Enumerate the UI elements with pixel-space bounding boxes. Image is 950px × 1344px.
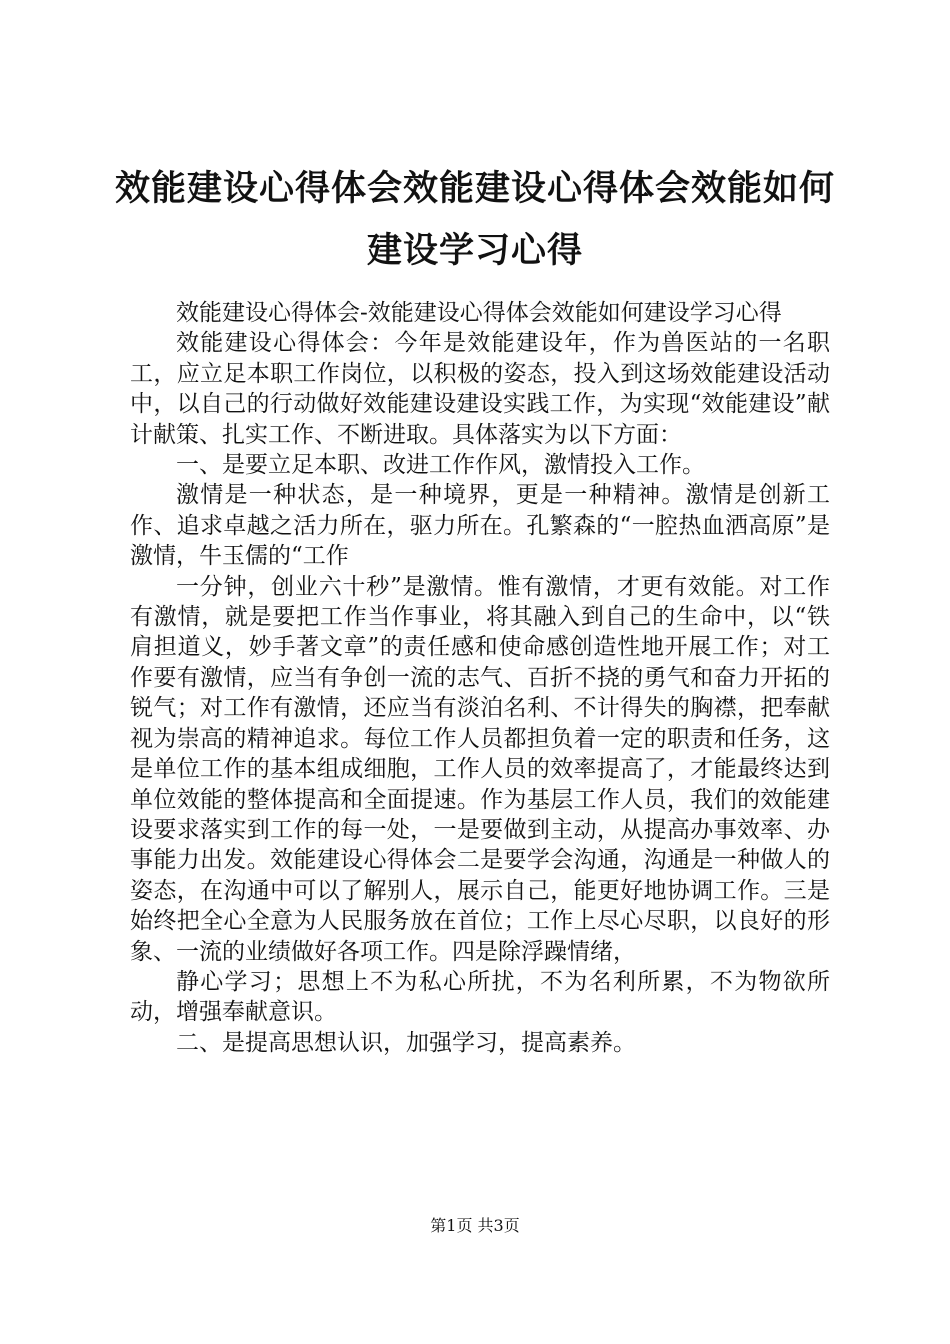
- paragraph: 一分钟，创业六十秒”是激情。惟有激情，才更有效能。对工作有激情，就是要把工作当作事业，将其融入到自己的生命中，以“铁肩担道义，妙手著文章”的责任感和使命感创造性地开展工作；对工作要有激情，应当有争创一流的志气、百折不挠的勇气和奋力开拓的锐气；对工作有激情，还应当有淡泊名利、不计得失的胸襟，把奉献视为崇高的精神追求。每位工作人员都担负着一定的职责和任务，这是单位工作的基本组成细胞，工作人员的效率提高了，才能最终达到单位效能的整体提高和全面提速。作为基层工作人员，我们的效能建设要求落实到工作的每一处，一是要做到主动，从提高办事效率、办事能力出发。效能建设心得体会二是要学会沟通，沟通是一种做人的姿态，在沟通中可以了解别人，展示自己，能更好地协调工作。三是始终把全心全意为人民服务放在首位；工作上尽心尽职，以良好的形象、一流的业绩做好各项工作。四是除浮躁情绪，: [130, 573, 830, 965]
- paragraph: 效能建设心得体会：今年是效能建设年，作为兽医站的一名职工，应立足本职工作岗位，以积极的姿态，投入到这场效能建设活动中，以自己的行动做好效能建设建设实践工作，为实现“效能建设”献计献策、扎实工作、不断进取。具体落实为以下方面：: [130, 330, 830, 448]
- paragraph: 静心学习；思想上不为私心所扰，不为名利所累，不为物欲所动，增强奉献意识。: [130, 968, 830, 1026]
- paragraph: 一、是要立足本职、改进工作作风，激情投入工作。: [176, 452, 705, 479]
- paragraph: 效能建设心得体会-效能建设心得体会效能如何建设学习心得: [176, 300, 782, 326]
- paragraph: 二、是提高思想认识，加强学习，提高素养。: [176, 1029, 636, 1056]
- document-body: [130, 298, 830, 1058]
- page-number-footer: 第1页 共3页: [430, 1216, 520, 1235]
- title-line-2: 建设学习心得: [366, 230, 583, 271]
- paragraph: 激情是一种状态，是一种境界，更是一种精神。激情是创新工作、追求卓越之活力所在，驱力所在。孔繁森的“一腔热血洒高原”是激情，牛玉儒的“工作: [130, 482, 830, 570]
- document-title: [110, 158, 840, 282]
- title-line-1: 效能建设心得体会效能建设心得体会效能如何: [114, 168, 835, 209]
